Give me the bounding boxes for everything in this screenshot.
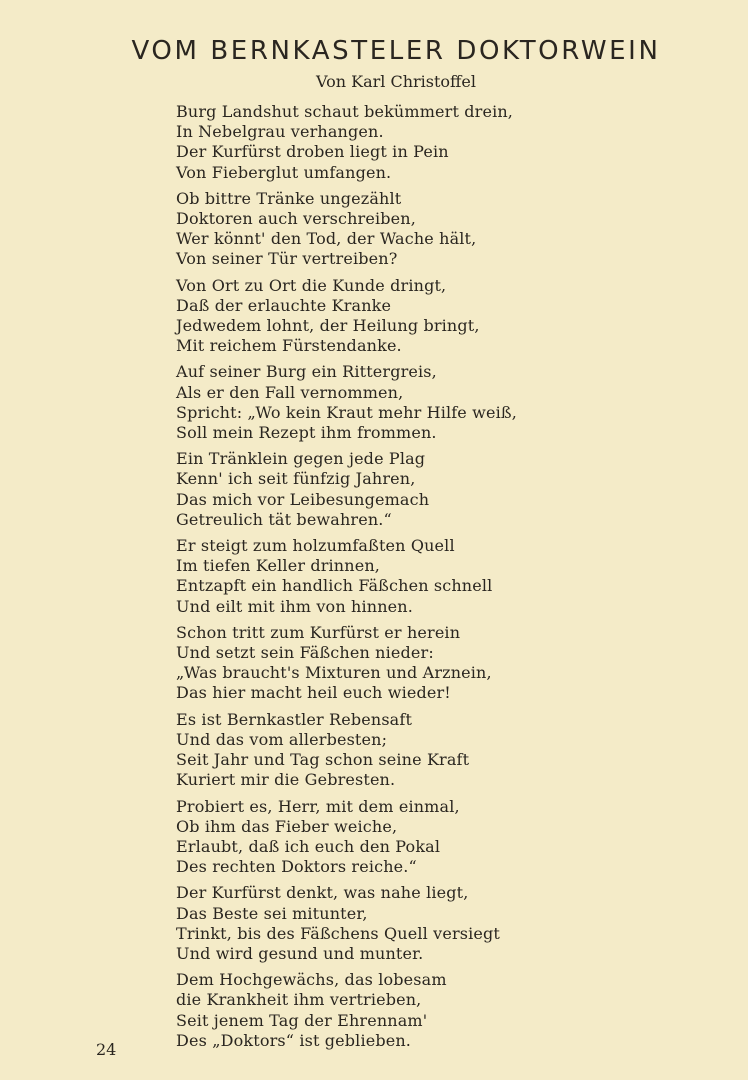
poem-body [176, 102, 576, 1057]
verse-line: Soll mein Rezept ihm frommen. [176, 423, 437, 443]
verse-line: Und eilt mit ihm von hinnen. [176, 596, 413, 616]
verse-line: Daß der erlauchte Kranke [176, 295, 392, 315]
stanza [176, 276, 576, 357]
verse-line: Auf seiner Burg ein Rittergreis, [176, 362, 437, 382]
verse-line: Ein Tränklein gegen jede Plag [176, 449, 426, 469]
verse-line: Und wird gesund und munter. [176, 943, 424, 963]
verse-line: Seit jenem Tag der Ehrennam' [176, 1010, 428, 1030]
verse-line: Kenn' ich seit fünfzig Jahren, [176, 469, 416, 489]
verse-line: In Nebelgrau verhangen. [176, 122, 384, 142]
verse-line: „Was braucht's Mixturen und Arznein, [176, 663, 492, 683]
verse-line: Burg Landshut schaut bekümmert drein, [176, 102, 514, 121]
verse-line: Schon tritt zum Kurfürst er herein [176, 622, 461, 642]
verse-line: Mit reichem Fürstendanke. [176, 336, 402, 356]
verse-line: Ob ihm das Fieber weiche, [176, 816, 398, 836]
verse-line: Er steigt zum holzumfaßten Quell [176, 536, 455, 556]
verse-line: Dem Hochgewächs, das lobesam [176, 970, 447, 990]
stanza [176, 710, 576, 791]
verse-line: Der Kurfürst denkt, was nahe liegt, [176, 883, 469, 903]
verse-line: Probiert es, Herr, mit dem einmal, [176, 796, 460, 816]
verse-line: Als er den Fall vernommen, [176, 382, 404, 402]
verse-line: Kuriert mir die Gebresten. [176, 770, 396, 790]
verse-line: Doktoren auch verschreiben, [176, 209, 416, 229]
stanza [176, 449, 576, 530]
verse-line: Von Ort zu Ort die Kunde dringt, [176, 275, 447, 295]
verse-line: Der Kurfürst droben liegt in Pein [176, 142, 449, 162]
verse-line: Wer könnt' den Tod, der Wache hält, [176, 229, 477, 249]
verse-line: Im tiefen Keller drinnen, [176, 556, 381, 576]
stanza [176, 883, 576, 964]
poem-title: VOM BERNKASTELER DOKTORWEIN [131, 36, 661, 66]
verse-line: Das hier macht heil euch wieder! [176, 683, 451, 703]
verse-line: Es ist Bernkastler Rebensaft [176, 709, 413, 729]
verse-line: Und das vom allerbesten; [176, 729, 388, 749]
verse-line: Das Beste sei mitunter, [176, 903, 368, 923]
verse-line: die Krankheit ihm vertrieben, [176, 990, 422, 1010]
stanza [176, 797, 576, 878]
stanza [176, 970, 576, 1051]
verse-line: Erlaubt, daß ich euch den Pokal [176, 836, 441, 856]
stanza [176, 102, 576, 183]
verse-line: Spricht: „Wo kein Kraut mehr Hilfe weiß, [176, 402, 517, 422]
page-number: 24 [96, 1040, 117, 1059]
verse-line: Jedwedem lohnt, der Heilung bringt, [176, 316, 480, 336]
verse-line: Von Fieberglut umfangen. [176, 162, 392, 182]
poem-author: Von Karl Christoffel [316, 72, 476, 91]
stanza [176, 362, 576, 443]
verse-line: Getreulich tät bewahren.“ [176, 509, 392, 529]
stanza [176, 623, 576, 704]
verse-line: Das mich vor Leibesungemach [176, 489, 430, 509]
stanza [176, 189, 576, 270]
stanza [176, 536, 576, 617]
verse-line: Ob bittre Tränke ungezählt [176, 188, 402, 208]
verse-line: Des „Doktors“ ist geblieben. [176, 1030, 412, 1050]
verse-line: Und setzt sein Fäßchen nieder: [176, 643, 434, 663]
verse-line: Trinkt, bis des Fäßchens Quell versiegt [176, 923, 500, 943]
verse-line: Seit Jahr und Tag schon seine Kraft [176, 750, 470, 770]
verse-line: Von seiner Tür vertreiben? [176, 249, 398, 269]
verse-line: Des rechten Doktors reiche.“ [176, 857, 417, 877]
verse-line: Entzapft ein handlich Fäßchen schnell [176, 576, 493, 596]
